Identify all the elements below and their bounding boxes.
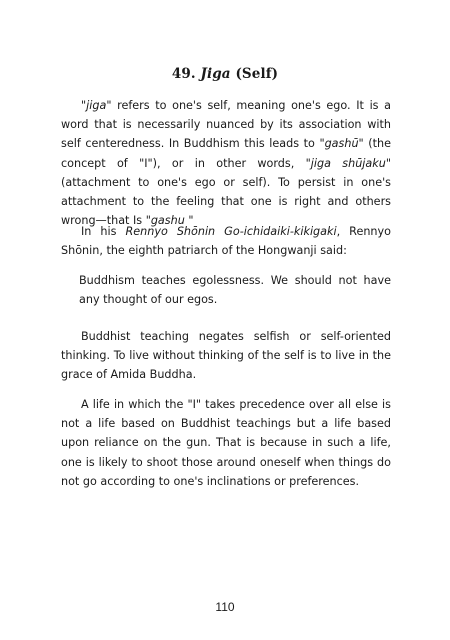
text-span: , Rennyo Shōnin, the eighth patriarch of the Hongwanji said:	[61, 225, 391, 258]
section-gloss: (Self)	[235, 66, 279, 82]
term-jiga: "jiga"	[81, 99, 112, 112]
text-span: refers to one's self, meaning one's ego. It is a word that is necessarily nuanced by its association with self centeredness. In Buddhism this leads to	[61, 99, 391, 151]
page-number: 110	[215, 600, 235, 614]
section-title	[0, 66, 450, 82]
text-span: (the concept of "I"), or in other words,	[61, 137, 392, 170]
term-gashu: "gashū"	[319, 137, 364, 151]
paragraph-2	[61, 222, 391, 260]
block-quote: Buddhism teaches egolessness. We should not have any thought of our egos.	[79, 274, 391, 307]
text-span: In his	[81, 225, 126, 238]
paragraph-1	[61, 96, 391, 230]
text-span: (attachment to one's ego or self). To persist in one's attachment to the feeling that one is right and others wrong—that Is	[61, 175, 391, 228]
term-jiga-shujaku: "jiga shūjaku"	[305, 156, 391, 170]
paragraph-4: A life in which the "I" takes precedence over all else is not a life based on Buddhist teachings but a life based upon reliance on the gun. That is because in such a life, one is likely to shoot those around oneself when things do not go according to one's inclinations or preferences.	[61, 398, 391, 488]
section-number: 49.	[171, 66, 196, 82]
section-term: Jiga	[200, 66, 231, 82]
term-gashu-2: "gashu "	[145, 214, 194, 228]
book-title: Rennyo Shōnin Go-ichidaiki-kikigaki	[125, 225, 337, 238]
paragraph-3: Buddhist teaching negates selfish or self-oriented thinking. To live without thinking of the self is to live in the grace of Amida Buddha.	[61, 330, 391, 382]
